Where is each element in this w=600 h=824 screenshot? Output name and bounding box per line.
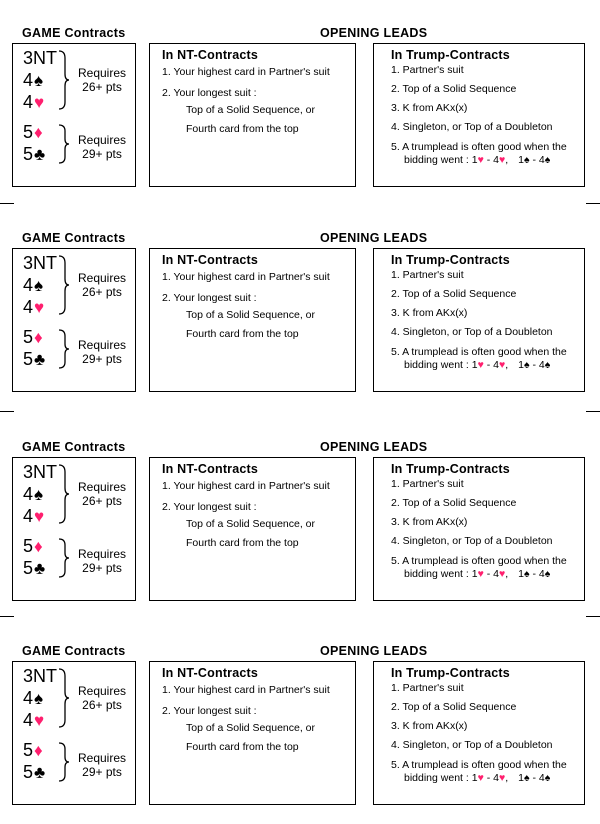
opening-leads-heading: OPENING LEADS [320,440,428,454]
contract-4-hearts: 4♥ [23,506,45,526]
trump-line-2: 2. Top of a Solid Sequence [391,83,517,95]
spade-icon: ♠ [544,359,551,371]
nt-line-3: Top of a Solid Sequence, or [186,722,316,734]
cut-mark [0,203,14,204]
spade-icon: ♠ [523,772,530,784]
trump-line-3: 3. K from AKx(x) [391,516,468,528]
trump-line-6: bidding went : 1♥ - 4♥, 1♠ - 4♠ [404,772,551,784]
heart-icon: ♥ [477,359,484,371]
nt-line-1: 1. Your highest card in Partner's suit [162,66,330,78]
contract-5-clubs: 5♣ [23,349,46,369]
spade-icon: ♠ [523,568,530,580]
nt-line-2: 2. Your longest suit : [162,501,257,513]
contract-4-spades: 4♠ [23,688,44,708]
diamond-icon: ♦ [34,741,43,760]
trump-line-5: 5. A trumplead is often good when the [391,555,567,567]
spade-icon: ♠ [544,772,551,784]
brace-icon [58,50,70,110]
spade-icon: ♠ [34,276,44,295]
trump-line-4: 4. Singleton, or Top of a Doubleton [391,535,553,547]
opening-lead-card [0,440,600,620]
opening-leads-heading: OPENING LEADS [320,26,428,40]
game-contracts-box [12,457,136,601]
contract-4-hearts: 4♥ [23,297,45,317]
contract-3nt: 3NT [23,48,58,68]
trump-line-2: 2. Top of a Solid Sequence [391,497,517,509]
trump-line-4: 4. Singleton, or Top of a Doubleton [391,739,553,751]
game-contracts-box [12,661,136,805]
nt-title: In NT-Contracts [162,666,259,680]
trump-line-3: 3. K from AKx(x) [391,102,468,114]
trump-line-1: 1. Partner's suit [391,64,464,76]
opening-lead-card [0,231,600,411]
major-requirement: Requires 26+ pts [77,66,127,94]
nt-line-1: 1. Your highest card in Partner's suit [162,684,330,696]
trump-line-1: 1. Partner's suit [391,682,464,694]
heart-icon: ♥ [498,568,506,580]
nt-title: In NT-Contracts [162,462,259,476]
spade-icon: ♠ [34,71,44,90]
nt-line-4: Fourth card from the top [186,328,299,340]
heart-icon: ♥ [498,359,506,371]
nt-line-2: 2. Your longest suit : [162,292,257,304]
nt-title: In NT-Contracts [162,48,259,62]
nt-line-3: Top of a Solid Sequence, or [186,104,316,116]
nt-line-3: Top of a Solid Sequence, or [186,309,316,321]
trump-line-5: 5. A trumplead is often good when the [391,346,567,358]
heart-icon: ♥ [498,154,506,166]
heart-icon: ♥ [34,93,45,112]
contract-5-diamonds: 5♦ [23,536,43,556]
contract-5-clubs: 5♣ [23,558,46,578]
trump-line-4: 4. Singleton, or Top of a Doubleton [391,121,553,133]
nt-line-4: Fourth card from the top [186,537,299,549]
brace-icon [58,124,70,164]
nt-line-3: Top of a Solid Sequence, or [186,518,316,530]
game-contracts-box [12,248,136,392]
nt-line-1: 1. Your highest card in Partner's suit [162,480,330,492]
trump-line-5: 5. A trumplead is often good when the [391,759,567,771]
heart-icon: ♥ [34,298,45,317]
trump-line-6: bidding went : 1♥ - 4♥, 1♠ - 4♠ [404,154,551,166]
nt-line-2: 2. Your longest suit : [162,87,257,99]
nt-line-4: Fourth card from the top [186,123,299,135]
brace-icon [58,329,70,369]
trump-contracts-box [373,661,585,805]
club-icon: ♣ [34,145,46,164]
heart-icon: ♥ [34,711,45,730]
contract-3nt: 3NT [23,253,58,273]
heart-icon: ♥ [34,507,45,526]
contract-3nt: 3NT [23,666,58,686]
heart-icon: ♥ [477,772,484,784]
trump-line-6: bidding went : 1♥ - 4♥, 1♠ - 4♠ [404,568,551,580]
spade-icon: ♠ [34,689,44,708]
contract-4-hearts: 4♥ [23,710,45,730]
major-requirement: Requires 26+ pts [77,480,127,508]
contract-5-diamonds: 5♦ [23,327,43,347]
contract-5-clubs: 5♣ [23,144,46,164]
game-contracts-heading: GAME Contracts [22,231,126,245]
contract-3nt: 3NT [23,462,58,482]
trump-line-4: 4. Singleton, or Top of a Doubleton [391,326,553,338]
major-requirement: Requires 26+ pts [77,684,127,712]
trump-line-3: 3. K from AKx(x) [391,720,468,732]
spade-icon: ♠ [523,359,530,371]
spade-icon: ♠ [34,485,44,504]
nt-contracts-box [149,248,356,392]
trump-title: In Trump-Contracts [391,462,510,476]
spade-icon: ♠ [523,154,530,166]
game-contracts-heading: GAME Contracts [22,440,126,454]
club-icon: ♣ [34,559,46,578]
brace-icon [58,255,70,315]
minor-requirement: Requires 29+ pts [77,338,127,366]
cut-mark [586,411,600,412]
cut-mark [586,203,600,204]
trump-contracts-box [373,457,585,601]
trump-line-1: 1. Partner's suit [391,478,464,490]
contract-4-hearts: 4♥ [23,92,45,112]
trump-contracts-box [373,43,585,187]
game-contracts-heading: GAME Contracts [22,644,126,658]
nt-contracts-box [149,457,356,601]
nt-line-2: 2. Your longest suit : [162,705,257,717]
contract-4-spades: 4♠ [23,275,44,295]
club-icon: ♣ [34,763,46,782]
game-contracts-box [12,43,136,187]
heart-icon: ♥ [477,568,484,580]
nt-contracts-box [149,661,356,805]
minor-requirement: Requires 29+ pts [77,751,127,779]
trump-line-3: 3. K from AKx(x) [391,307,468,319]
trump-title: In Trump-Contracts [391,666,510,680]
nt-line-4: Fourth card from the top [186,741,299,753]
contract-5-diamonds: 5♦ [23,122,43,142]
trump-line-1: 1. Partner's suit [391,269,464,281]
cut-mark [0,411,14,412]
club-icon: ♣ [34,350,46,369]
minor-requirement: Requires 29+ pts [77,133,127,161]
trump-line-2: 2. Top of a Solid Sequence [391,288,517,300]
nt-title: In NT-Contracts [162,253,259,267]
contract-5-diamonds: 5♦ [23,740,43,760]
minor-requirement: Requires 29+ pts [77,547,127,575]
diamond-icon: ♦ [34,537,43,556]
spade-icon: ♠ [544,568,551,580]
nt-contracts-box [149,43,356,187]
opening-leads-heading: OPENING LEADS [320,231,428,245]
contract-4-spades: 4♠ [23,484,44,504]
game-contracts-heading: GAME Contracts [22,26,126,40]
brace-icon [58,668,70,728]
contract-4-spades: 4♠ [23,70,44,90]
trump-title: In Trump-Contracts [391,48,510,62]
trump-line-6: bidding went : 1♥ - 4♥, 1♠ - 4♠ [404,359,551,371]
brace-icon [58,464,70,524]
trump-line-2: 2. Top of a Solid Sequence [391,701,517,713]
opening-leads-heading: OPENING LEADS [320,644,428,658]
diamond-icon: ♦ [34,123,43,142]
diamond-icon: ♦ [34,328,43,347]
opening-lead-card [0,26,600,206]
cut-mark [0,616,14,617]
trump-title: In Trump-Contracts [391,253,510,267]
heart-icon: ♥ [498,772,506,784]
heart-icon: ♥ [477,154,484,166]
trump-contracts-box [373,248,585,392]
cut-mark [586,616,600,617]
nt-line-1: 1. Your highest card in Partner's suit [162,271,330,283]
contract-5-clubs: 5♣ [23,762,46,782]
opening-lead-card [0,644,600,824]
brace-icon [58,538,70,578]
trump-line-5: 5. A trumplead is often good when the [391,141,567,153]
brace-icon [58,742,70,782]
major-requirement: Requires 26+ pts [77,271,127,299]
spade-icon: ♠ [544,154,551,166]
